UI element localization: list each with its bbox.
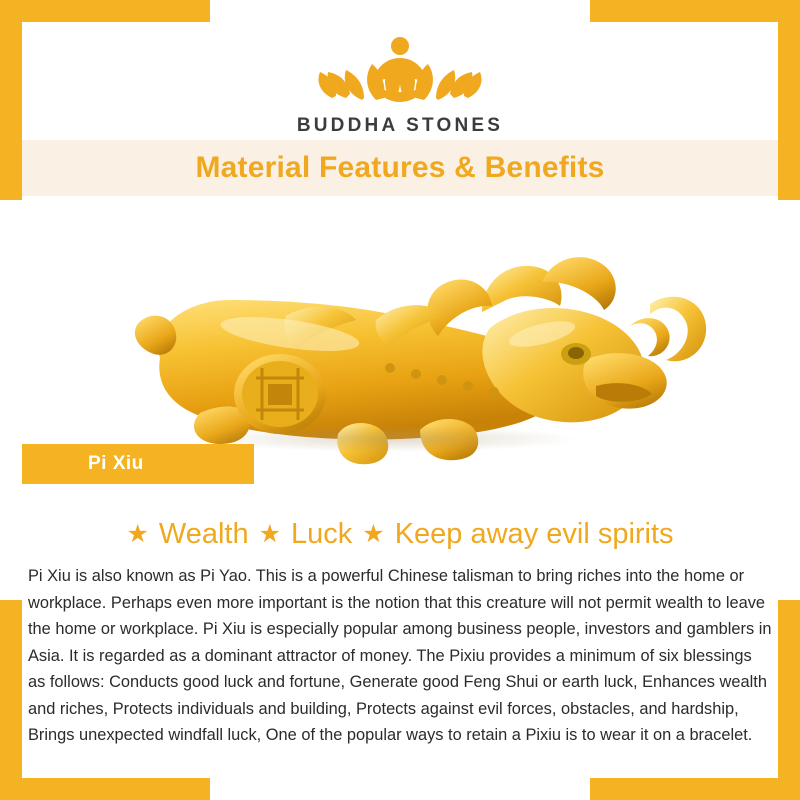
product-label: Pi Xiu [88, 453, 144, 474]
corner-frame-top-right-horizontal [590, 0, 800, 22]
description-text: Pi Xiu is also known as Pi Yao. This is a powerful Chinese talisman to bring riches into the home or workplace. Perhaps even more important is the notion that this creature will not permit wealth to leave the home or workplace. Pi Xiu is especially popular among business people, investors and gamblers in Asia. It is regarded as a dominant attractor of money. The Pixiu provides a minimum of six blessings as follows: Conducts good luck and fortune, Generate good Feng Shui or earth luck, Enhances wealth and riches, Protects individuals and building, Protects against evil forces, obstacles, and hardship, Brings unexpected windfall luck, One of the popular ways to retain a Pixiu is to wear it on a bracelet. [28, 567, 772, 745]
corner-frame-top-right-vertical [778, 0, 800, 200]
star-icon: ★ [126, 520, 149, 548]
corner-frame-top-left-horizontal [0, 0, 210, 22]
benefit-evil-spirits: Keep away evil spirits [394, 518, 674, 550]
description-section [22, 500, 778, 778]
corner-frame-bottom-right-vertical [778, 600, 800, 800]
corner-frame-bottom-left-vertical [0, 600, 22, 800]
product-shadow [200, 426, 580, 452]
benefit-luck: Luck [291, 518, 353, 550]
star-icon: ★ [362, 520, 385, 548]
lotus-meditation-figure-icon [310, 28, 490, 112]
page-title: Material Features & Benefits [195, 151, 605, 184]
corner-frame-bottom-right-horizontal [590, 778, 800, 800]
benefits-tagline [26, 518, 774, 551]
corner-frame-bottom-left-horizontal [0, 778, 210, 800]
benefit-wealth: Wealth [158, 518, 249, 550]
product-label-tab [22, 444, 254, 484]
brand-name: BUDDHA STONES [296, 115, 504, 136]
brand-header [0, 22, 800, 142]
title-band [22, 140, 778, 196]
star-icon: ★ [258, 520, 282, 548]
corner-frame-top-left-vertical [0, 0, 22, 200]
